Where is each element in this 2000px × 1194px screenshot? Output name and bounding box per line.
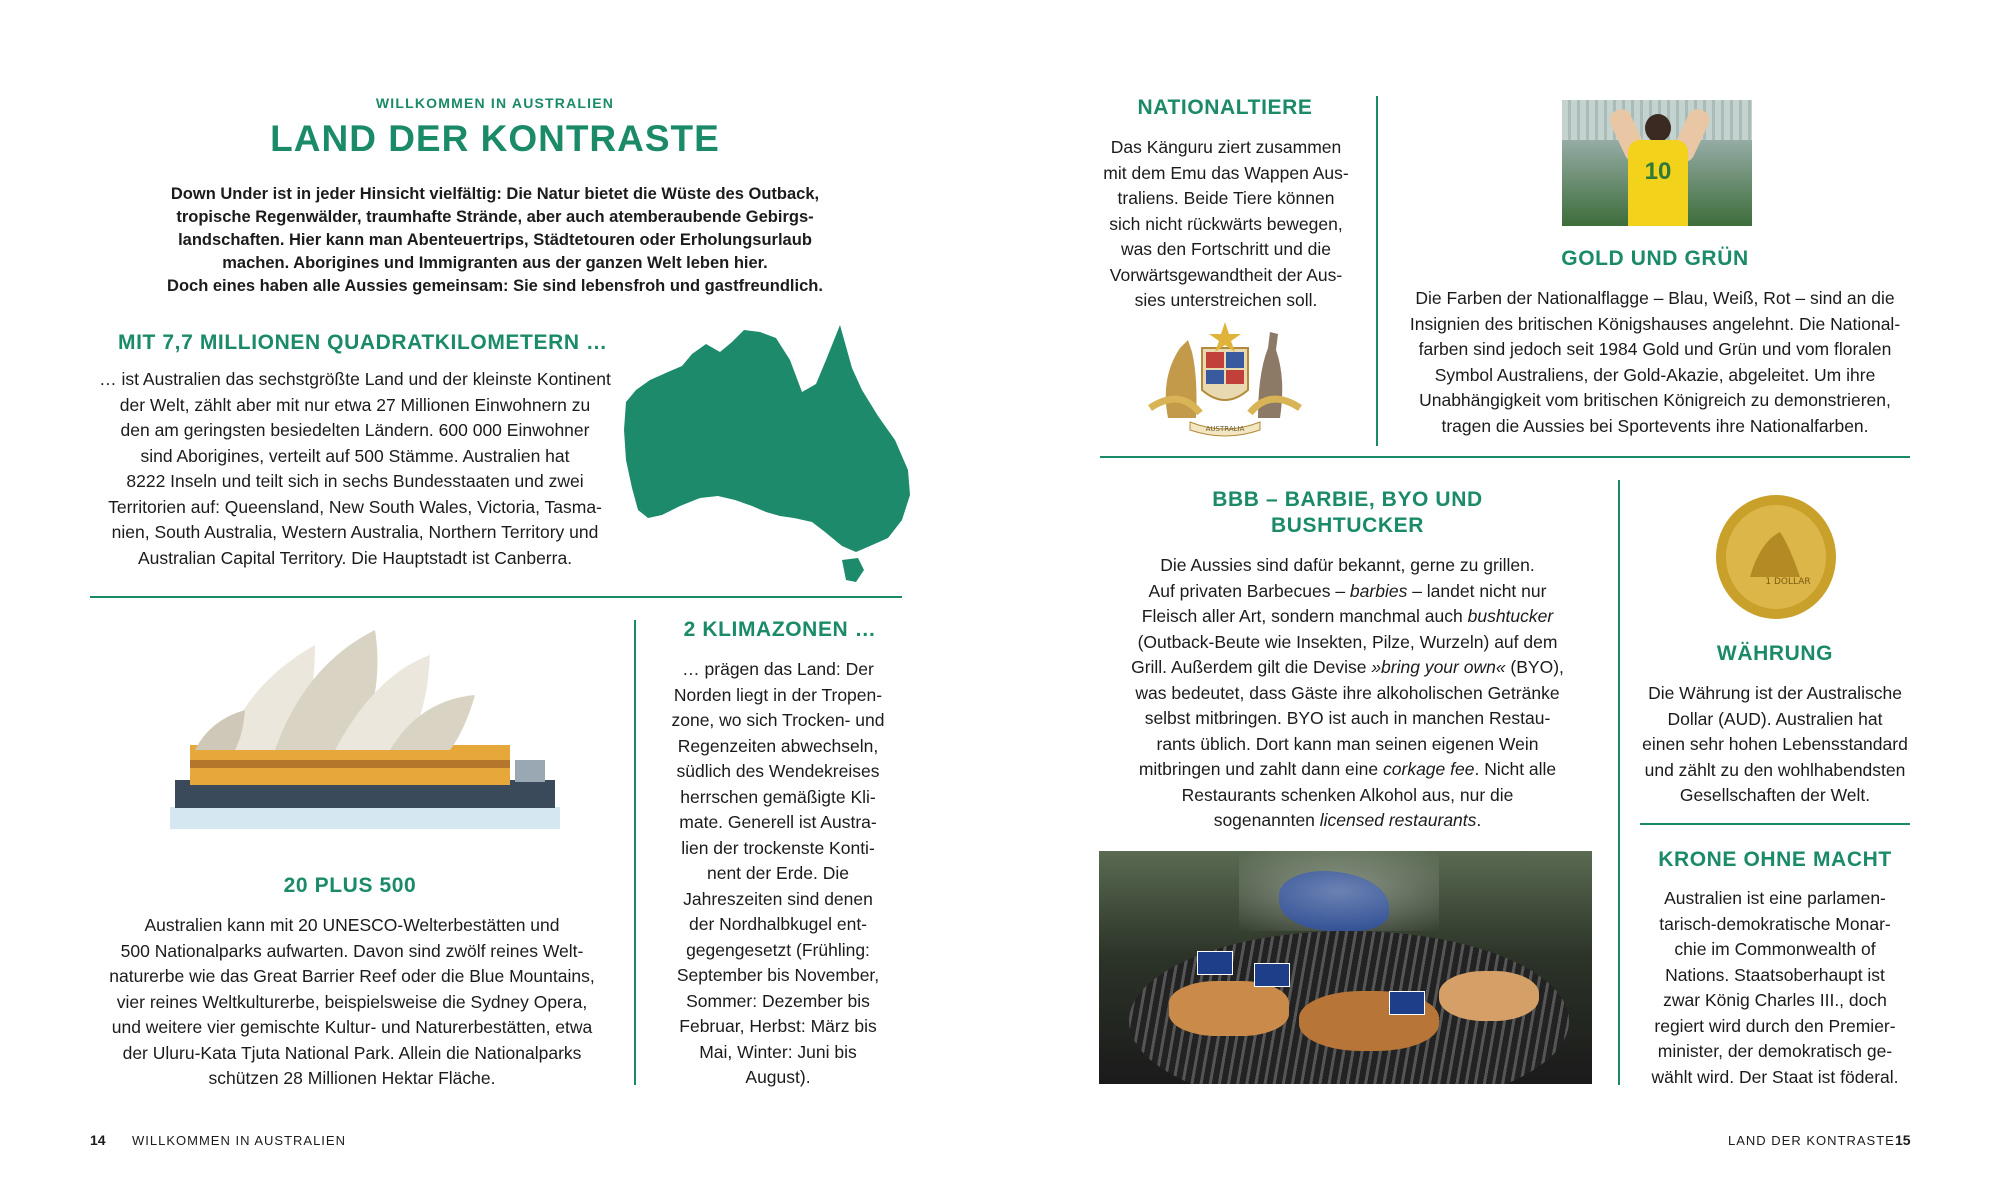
intro-paragraph xyxy=(120,183,870,298)
bbb-line: was bedeutet, dass Gäste ihre alkoholischen Getränke xyxy=(1135,682,1560,703)
bbb-line: Grill. Außerdem gilt die Devise »bring your own« (BYO), xyxy=(1131,657,1564,677)
animals-heading: NATIONALTIERE xyxy=(1137,96,1313,119)
footer-left: WILLKOMMEN IN AUSTRALIEN xyxy=(132,1133,346,1148)
sports-fan-photo xyxy=(1562,100,1752,226)
area-text: … ist Australien das sechstgrößte Land und der kleinste Kontinent der Welt, zählt aber mit nur etwa 27 Millionen Einwohnern zu den am geringsten besiedelten Ländern. 600 000 Einwohner sind Aborigines, verteilt auf 500 Stämme. Australien hat 8222 Inseln und teilt sich in sechs Bundesstaaten und zwei Territorien auf: Queensland, New South Wales, Victoria, Tasma- nien, South Australia, Western Australia, Northern Territory und Australian Capital Territory. Die Hauptstadt ist Canberra. xyxy=(99,369,611,568)
footer-right: LAND DER KONTRASTE xyxy=(1728,1133,1895,1148)
barbecue-photo xyxy=(1099,851,1592,1084)
animals-text: Das Känguru ziert zusammen mit dem Emu das Wappen Aus- traliens. Beide Tiere können sich nicht rückwärts bewegen, was den Fortschritt und die Vorwärtsgewandtheit der Aus- sies unterstreichen soll. xyxy=(1103,137,1349,310)
grilled-meat xyxy=(1169,981,1289,1036)
bbb-line: mitbringen und zahlt dann eine corkage fee. Nicht alle xyxy=(1138,759,1557,779)
bbb-line: Restaurants schenken Alkohol aus, nur die xyxy=(1181,784,1514,805)
bbb-line: sogenannten licensed restaurants. xyxy=(1213,810,1482,830)
bbb-heading xyxy=(1100,487,1595,539)
gold-heading: GOLD UND GRÜN xyxy=(1561,247,1749,270)
coin-label: 1 DOLLAR xyxy=(1765,577,1811,587)
bbb-heading-line: BBB – BARBIE, BYO UND xyxy=(1212,488,1483,511)
bbb-line: Fleisch aller Art, sondern manchmal auch bushtucker xyxy=(1141,606,1554,626)
area-heading: MIT 7,7 MILLIONEN QUADRATKILOMETERN … xyxy=(118,331,608,354)
side-building xyxy=(515,760,545,782)
shield-quarter xyxy=(1206,370,1224,384)
divider xyxy=(1640,823,1910,825)
flag-pick xyxy=(1389,991,1425,1015)
crown-text: Australien ist eine parlamen- tarisch-demokratische Monar- chie im Commonwealth of Nations. Staatsoberhaupt ist zwar König Charles III., doch regiert wird durch den Premier- minister, der demokratisch ge- wählt wird. Der Staat ist föderal. xyxy=(1651,888,1899,1087)
divider xyxy=(90,596,902,598)
shield-quarter xyxy=(1226,370,1244,384)
intro-line: landschaften. Hier kann man Abenteuertrips, Städtetouren oder Erholungsurlaub xyxy=(178,231,812,249)
water xyxy=(170,807,560,829)
bbb-text xyxy=(1100,553,1595,834)
plus-heading: 20 PLUS 500 xyxy=(283,874,417,897)
australia-map-illustration xyxy=(620,320,920,585)
divider xyxy=(1100,456,1910,458)
crest-banner-text: AUSTRALIA xyxy=(1205,425,1245,433)
grilled-meat xyxy=(1439,971,1539,1021)
gold-text: Die Farben der Nationalflagge – Blau, Weiß, Rot – sind an die Insignien des britischen Königshauses angelehnt. Die National- farben sind jedoch seit 1984 Gold und Grün und vom floralen Symbol Australiens, der Gold-Akazie, abgeleitet. Um ihre Unabhängigkeit vom britischen Königreich zu demonstrieren, tragen die Aussies bei Sportevents ihre Nationalfarben. xyxy=(1409,288,1901,436)
bbb-line: selbst mitbringen. BYO ist auch in manchen Restau- xyxy=(1144,708,1551,728)
climate-text: … prägen das Land: Der Norden liegt in der Tropen- zone, wo sich Trocken- und Regenzeiten abwechseln, südlich des Wendekreises herrschen gemäßigte Kli- mate. Generell ist Austra- lien der trockenste Konti- nent der Erde. Die Jahreszeiten sind denen der Nordhalbkugel ent- gegengesetzt (Frühling: September bis November, Sommer: Dezember bis Februar, Herbst: März bis Mai, Winter: Juni bis August). xyxy=(671,659,885,1087)
crown-heading: KRONE OHNE MACHT xyxy=(1658,848,1892,871)
fan-head xyxy=(1645,114,1671,142)
jersey-number: 10 xyxy=(1644,158,1672,185)
base-stripe xyxy=(190,760,510,768)
bbb-line: Die Aussies sind dafür bekannt, gerne zu grillen. xyxy=(1160,555,1535,575)
shell xyxy=(195,710,245,750)
shield-quarter xyxy=(1206,352,1224,368)
flag-pick xyxy=(1197,951,1233,975)
flag-pick xyxy=(1254,963,1290,987)
dollar-coin-illustration xyxy=(1700,492,1852,622)
sydney-opera-house-illustration xyxy=(165,625,565,840)
mainland-shape xyxy=(624,325,910,552)
bbb-line: Auf privaten Barbecues – barbies – landet nicht nur xyxy=(1148,580,1547,601)
bbb-line: (Outback-Beute wie Insekten, Pilze, Wurzeln) auf dem xyxy=(1137,631,1558,652)
intro-line: Doch eines haben alle Aussies gemeinsam: Sie sind lebensfroh und gastfreundlich. xyxy=(167,277,823,295)
intro-line: Down Under ist in jeder Hinsicht vielfältig: Die Natur bietet die Wüste des Outback, xyxy=(170,185,820,203)
divider xyxy=(634,620,636,1085)
tasmania-shape xyxy=(842,558,864,582)
smoke xyxy=(1239,851,1439,931)
section-kicker: WILLKOMMEN IN AUSTRALIEN xyxy=(375,95,615,111)
coat-of-arms-illustration xyxy=(1140,318,1310,443)
page-number-left: 14 xyxy=(90,1132,106,1148)
currency-heading: WÄHRUNG xyxy=(1716,642,1834,665)
climate-heading: 2 KLIMAZONEN … xyxy=(683,618,877,641)
bbb-line: rants üblich. Dort kann man seinen eigenen Wein xyxy=(1156,733,1539,754)
intro-line: tropische Regenwälder, traumhafte Strände, aber auch atemberaubende Gebirgs- xyxy=(176,208,814,226)
page-number-right: 15 xyxy=(1895,1132,1911,1148)
divider xyxy=(1376,96,1378,446)
plus-text: Australien kann mit 20 UNESCO-Welterbestätten und 500 Nationalparks aufwarten. Davon sind zwölf reines Welt- naturerbe wie das Great Barrier Reef oder die Blue Mountains, vier reines Weltkulturerbe, beispielsweise die Sydney Opera, und weitere vier gemischte Kultur- und Naturerbestätten, etwa der Uluru-Kata Tjuta National Park. Allein die Nationalparks schützen 28 Millionen Hektar Fläche. xyxy=(109,915,595,1088)
intro-line: machen. Aborigines und Immigranten aus der ganzen Welt leben hier. xyxy=(222,254,768,272)
divider xyxy=(1618,480,1620,1085)
bbb-heading-line: BUSHTUCKER xyxy=(1271,514,1424,537)
shield-quarter xyxy=(1226,352,1244,368)
page-title: LAND DER KONTRASTE xyxy=(270,118,720,159)
currency-text: Die Währung ist der Australische Dollar (AUD). Australien hat einen sehr hohen Lebensstandard und zählt zu den wohlhabendsten Gesellschaften der Welt. xyxy=(1642,683,1908,805)
